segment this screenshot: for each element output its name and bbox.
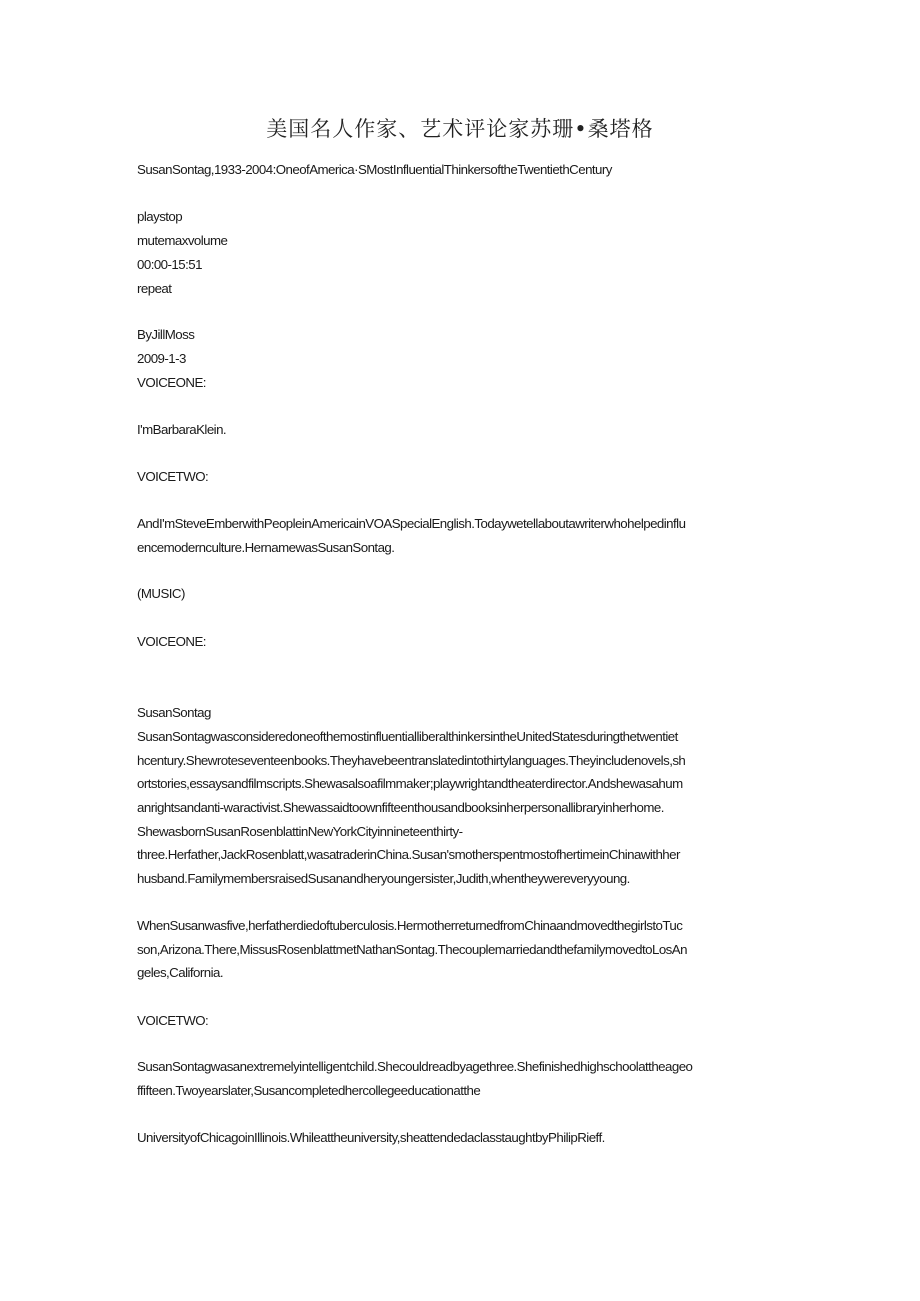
date: 2009-1-3 [137, 351, 186, 366]
paragraph-line: I'mBarbaraKlein. [137, 422, 227, 437]
paragraph-line: three.Herfather,JackRosenblatt,wasatraderinChina.Susan'smotherspentmostofhertimeinChinawithher [137, 847, 680, 862]
paragraph-line: ortstories,essaysandfilmscripts.Shewasalsoafilmmaker;playwrightandtheaterdirector.Andshewasahum [137, 776, 683, 791]
paragraph-line: UniversityofChicagoinIllinois.Whileattheuniversity,sheattendedaclasstaughtbyPhilipRieff. [137, 1130, 605, 1145]
speaker-label: VOICEONE: [137, 375, 206, 390]
paragraph-line: anrightsandanti-waractivist.Shewassaidtoownfifteenthousandbooksinherpersonallibraryinherhome. [137, 800, 664, 815]
paragraph-line: son,Arizona.There,MissusRosenblattmetNathanSontag.ThecouplemarriedandthefamilymovedtoLosAn [137, 942, 687, 957]
paragraph-line: geles,California. [137, 965, 223, 980]
speaker-label: VOICETWO: [137, 469, 209, 484]
paragraph-line: ffifteen.Twoyearslater,Susancompletedhercollegeeducationatthe [137, 1083, 481, 1098]
paragraph-line: AndI'mSteveEmberwithPeopleinAmericainVOASpecialEnglish.Todaywetellaboutawriterwhohelpedinflu [137, 516, 686, 531]
player-play-stop: playstop [137, 209, 183, 224]
paragraph-line: encemodernculture.HernamewasSusanSontag. [137, 540, 395, 555]
paragraph-line: SusanSontagwasconsideredoneofthemostinfluentialliberalthinkersintheUnitedStatesduringthetwentiet [137, 729, 678, 744]
document-title: 美国名人作家、艺术评论家苏珊•桑塔格 [266, 117, 654, 141]
paragraph-line: hcentury.Shewroteseventeenbooks.Theyhavebeentranslatedintothirtylanguages.Theyincludenovels,sh [137, 753, 686, 768]
music-cue: (MUSIC) [137, 586, 185, 601]
byline: ByJillMoss [137, 327, 195, 342]
player-mute-volume: mutemaxvolume [137, 233, 228, 248]
section-heading: SusanSontag [137, 705, 211, 720]
player-repeat: repeat [137, 281, 172, 296]
subtitle: SusanSontag,1933-2004:OneofAmerica·SMostInfluentialThinkersoftheTwentiethCentury [137, 162, 612, 177]
paragraph-line: SusanSontagwasanextremelyintelligentchild.Shecouldreadbyagethree.Shefinishedhighschoolattheageo [137, 1059, 693, 1074]
speaker-label: VOICETWO: [137, 1013, 209, 1028]
paragraph-line: WhenSusanwasfive,herfatherdiedoftuberculosis.HermotherreturnedfromChinaandmovedthegirlstoTuc [137, 918, 683, 933]
player-time: 00:00-15:51 [137, 257, 202, 272]
paragraph-line: ShewasbornSusanRosenblattinNewYorkCityinnineteenthirty- [137, 824, 463, 839]
paragraph-line: husband.FamilymembersraisedSusanandheryoungersister,Judith,whentheywereveryyoung. [137, 871, 630, 886]
speaker-label: VOICEONE: [137, 634, 206, 649]
